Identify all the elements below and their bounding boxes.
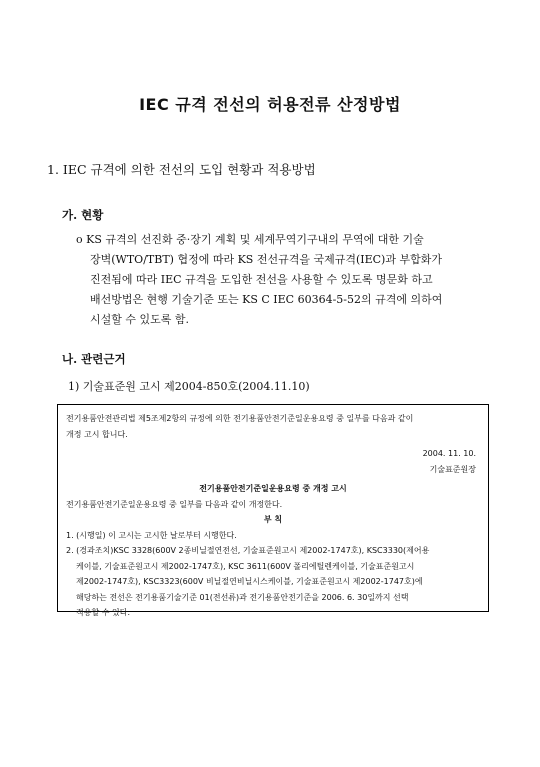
- notice-appendix: 부 칙: [263, 515, 283, 524]
- subsection-heading-status: 가. 현황: [62, 208, 104, 222]
- notice-item-line: 케이블, 기술표준원고시 제2002-1747호), KSC 3611(600V 폴리에틸렌케이블, 기술표준원고시: [76, 561, 415, 571]
- notice-item-line: 해당하는 전선은 전기용품기술기준 01(전선류)과 전기용품안전기준을 2006. 6. 30일까지 선택: [76, 592, 409, 602]
- notice-item: 1. (시행일) 이 고시는 고시한 날로부터 시행한다.: [66, 530, 237, 540]
- subsection-heading-basis: 나. 관련근거: [62, 352, 126, 366]
- notice-item: 2. (경과조치)KSC 3328(600V 2종비닐절연전선, 기술표준원고시 제2002-1747호), KSC3330(제어용: [66, 546, 430, 555]
- notice-item-line: 제2002-1747호), KSC3323(600V 비닐절연비닐시스케이블, 기술표준원고시 제2002-1747호)에: [76, 577, 423, 586]
- paragraph-line: 시설할 수 있도록 함.: [90, 313, 189, 326]
- paragraph-line: 장벽(WTO/TBT) 협정에 따라 KS 전선규격을 국제규격(IEC)과 부합화가: [90, 253, 442, 266]
- reference-item: 1) 기술표준원 고시 제2004-850호(2004.11.10): [68, 380, 310, 393]
- paragraph-line: o KS 규격의 선진화 중·장기 계획 및 세계무역기구내의 무역에 대한 기술: [76, 233, 424, 246]
- notice-intro: 개정 고시 합니다.: [66, 429, 128, 439]
- page-title: IEC 규격 전선의 허용전류 산정방법: [139, 95, 401, 114]
- notice-issuer: 기술표준원장: [429, 464, 476, 474]
- paragraph-line: 배선방법은 현행 기술기준 또는 KS C IEC 60364-5-52의 규격에 의하여: [90, 293, 443, 306]
- notice-body: 전기용품안전기준일운용요령 중 일부를 다음과 같이 개정한다.: [66, 499, 283, 509]
- notice-item-line: 적용할 수 있다.: [76, 608, 130, 617]
- notice-heading: 전기용품안전기준일운용요령 중 개정 고시: [199, 484, 347, 493]
- notice-box: [57, 404, 489, 617]
- status-paragraph: [76, 230, 496, 330]
- notice-date: 2004. 11. 10.: [422, 449, 476, 458]
- notice-intro: 전기용품안전관리법 제5조제2항의 규정에 의한 전기용품안전기준일운용요령 중 일부를 다음과 같이: [66, 414, 414, 423]
- paragraph-line: 진전됨에 따라 IEC 규격을 도입한 전선을 사용할 수 있도록 명문화 하고: [90, 273, 433, 286]
- section-heading-1: 1. IEC 규격에 의한 전선의 도입 현황과 적용방법: [47, 162, 316, 177]
